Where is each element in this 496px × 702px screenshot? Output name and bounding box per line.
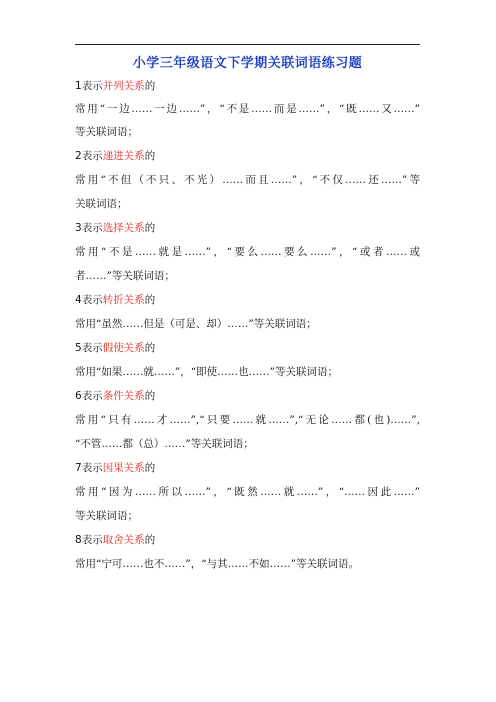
header-rule bbox=[75, 44, 420, 45]
item-prefix: 表示 bbox=[81, 342, 103, 354]
item-text-line: 常用“虽然……但是（可是、却）……”等关联词语； bbox=[75, 318, 317, 330]
item-heading bbox=[75, 462, 155, 475]
item-prefix: 表示 bbox=[81, 462, 103, 474]
item-heading bbox=[75, 342, 155, 355]
item-suffix: 的 bbox=[144, 390, 156, 402]
item-text-line: 者……”等关联词语； bbox=[75, 270, 175, 282]
relation-type: 转折关系 bbox=[102, 294, 145, 306]
item-number: 1 bbox=[75, 80, 82, 92]
item-text-line: 关联词语； bbox=[75, 198, 128, 210]
item-text-line: 常用“宁可……也不……”，“与其……不如……”等关联词语。 bbox=[75, 558, 359, 570]
item-suffix: 的 bbox=[144, 462, 156, 474]
relation-type: 选择关系 bbox=[102, 222, 145, 234]
item-text-line: 常用“一边……一边……”，“不是……而是……”，“既……又……” bbox=[75, 103, 420, 115]
item-text-line: 常用“不但（不只、不光）……而且……”，“不仅……还……”等 bbox=[75, 174, 420, 186]
item-text-line: 常用“如果……就……”，“即使……也……”等关联词语； bbox=[75, 366, 338, 378]
item-prefix: 表示 bbox=[81, 534, 103, 546]
item-number: 4 bbox=[75, 294, 82, 306]
item-prefix: 表示 bbox=[81, 294, 103, 306]
relation-type: 取舍关系 bbox=[102, 534, 145, 546]
relation-type: 因果关系 bbox=[102, 462, 145, 474]
item-text-line: “不管……都（总）……”等关联词语； bbox=[75, 438, 254, 450]
item-number: 7 bbox=[75, 462, 82, 474]
item-number: 6 bbox=[75, 390, 82, 402]
item-suffix: 的 bbox=[144, 222, 156, 234]
item-number: 8 bbox=[75, 534, 82, 546]
document-title: 小学三年级语文下学期关联词语练习题 bbox=[132, 56, 363, 71]
item-text-line: 等关联词语； bbox=[75, 126, 138, 138]
item-prefix: 表示 bbox=[81, 222, 103, 234]
item-suffix: 的 bbox=[144, 294, 156, 306]
relation-type: 并列关系 bbox=[102, 80, 145, 92]
item-suffix: 的 bbox=[144, 150, 156, 162]
item-heading bbox=[75, 80, 155, 93]
item-heading bbox=[75, 390, 155, 403]
item-number: 2 bbox=[75, 150, 82, 162]
item-heading bbox=[75, 534, 155, 547]
item-text-line: 等关联词语； bbox=[75, 510, 138, 522]
item-text-line: 常用“只有……才……”,“只要……就……”,“无论……都(也)……”, bbox=[75, 414, 420, 426]
item-text-line: 常用“因为……所以……”，“既然……就……”，“……因此……” bbox=[75, 486, 420, 498]
item-heading bbox=[75, 294, 155, 307]
item-prefix: 表示 bbox=[81, 390, 103, 402]
item-suffix: 的 bbox=[144, 342, 156, 354]
item-number: 3 bbox=[75, 222, 82, 234]
item-prefix: 表示 bbox=[81, 80, 103, 92]
item-text-line: 常用“不是……就是……”，“要么……要么……”，“或者……或 bbox=[75, 246, 420, 258]
item-prefix: 表示 bbox=[81, 150, 103, 162]
relation-type: 假使关系 bbox=[102, 342, 145, 354]
relation-type: 条件关系 bbox=[102, 390, 145, 402]
item-heading bbox=[75, 150, 155, 163]
item-suffix: 的 bbox=[144, 80, 156, 92]
item-heading bbox=[75, 222, 155, 235]
item-suffix: 的 bbox=[144, 534, 156, 546]
item-number: 5 bbox=[75, 342, 82, 354]
relation-type: 递进关系 bbox=[102, 150, 145, 162]
